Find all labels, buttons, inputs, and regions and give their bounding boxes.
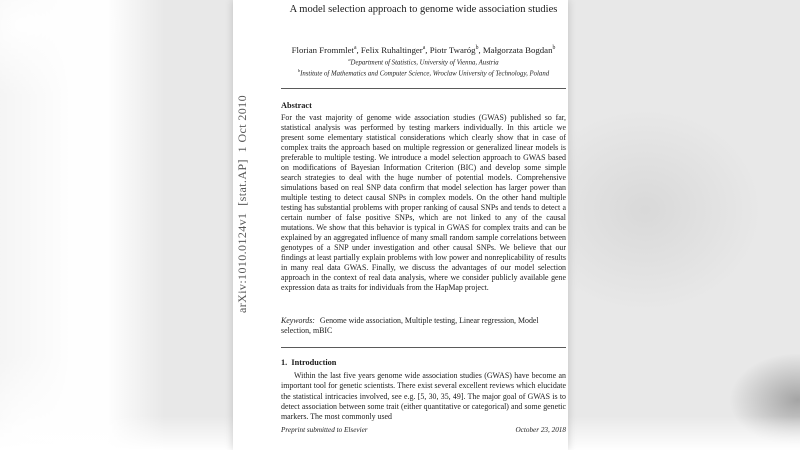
author-affil-marker: b <box>475 45 479 51</box>
keywords-text: Genome wide association, Multiple testing, Linear regression, Model selection, mBIC <box>281 316 539 335</box>
affiliation-block <box>281 56 566 79</box>
author-name: Felix Ruhaltinger <box>360 44 423 55</box>
author-name: Piotr Twaróg <box>429 44 476 55</box>
affiliation-text: Department of Statistics, University of Vienna, Austria <box>350 59 499 67</box>
author-name: Małgorzata Bogdan <box>482 44 553 55</box>
abstract-text: For the vast majority of genome wide association studies (GWAS) published so far, statistical analysis was performed by testing markers individually. In this article we present some elementary statistical considerations which clearly show that in case of complex traits the approach based on multiple regression or generalized linear models is preferable to multiple testing. We introduce a model selection approach to GWAS based on modifications of Bayesian Information Criterion (BIC) and develop some simple search strategies to deal with the huge number of potential models. Comprehensive simulations based on real SNP data confirm that model selection has larger power than multiple testing to detect causal SNPs in complex models. On the other hand multiple testing has substantial problems with proper ranking of causal SNPs and tends to detect a certain number of false positive SNPs, which are not linked to any of the causal mutations. We show that this behavior is typical in GWAS for complex traits and can be explained by an aggregated influence of many small random sample correlations between genotypes of a SNP under investigation and other causal SNPs. We believe that our findings at least partially explain problems with low power and nonreplicability of results in many real data GWAS. Finally, we discuss the advantages of our model selection approach in the context of real data analysis, where we consider publicly available gene expression data as traits for individuals from the HapMap project. <box>281 113 566 292</box>
author-affil-marker: b <box>552 45 556 51</box>
abstract-heading: Abstract <box>281 101 312 110</box>
affiliation-marker: a <box>348 57 351 62</box>
introduction-text: Within the last five years genome wide association studies (GWAS) have become an important tool for genetic scientists. There exist several excellent reviews which elucidate the statistical intricacies involved, see e.g. [5, 30, 35, 49]. The major goal of GWAS is to detect association between some trait (either quantitative or categorical) and some genetic markers. The most commonly used <box>281 371 566 422</box>
author-affil-marker: a <box>422 45 426 51</box>
frontmatter-rule-bottom <box>281 347 566 348</box>
author-name: Florian Frommlet <box>291 44 354 55</box>
affiliation-a <box>281 56 566 67</box>
section-heading-introduction: 1. Introduction <box>281 358 337 367</box>
frontmatter-rule-top <box>281 88 566 89</box>
keywords-label: Keywords: <box>281 316 315 325</box>
affiliation-marker: b <box>297 68 301 74</box>
author-separator: , <box>356 44 361 55</box>
author-affil-marker: a <box>353 45 357 51</box>
page-footer <box>281 426 566 434</box>
footer-date: October 23, 2018 <box>515 426 566 434</box>
author-line <box>281 43 566 55</box>
page-content <box>281 0 566 450</box>
paper-page <box>233 0 568 450</box>
author-separator: , <box>478 44 483 55</box>
paper-title: A model selection approach to genome wide association studies <box>289 4 558 15</box>
arxiv-watermark: arXiv:1010.0124v1 [stat.AP] 1 Oct 2010 <box>235 95 249 313</box>
footer-preprint-note: Preprint submitted to Elsevier <box>281 426 368 434</box>
affiliation-b <box>281 67 566 78</box>
author-separator: , <box>425 44 430 55</box>
keywords-line <box>281 316 566 336</box>
affiliation-text: Institute of Mathematics and Computer Science, Wroclaw University of Technology, Poland <box>300 70 550 78</box>
